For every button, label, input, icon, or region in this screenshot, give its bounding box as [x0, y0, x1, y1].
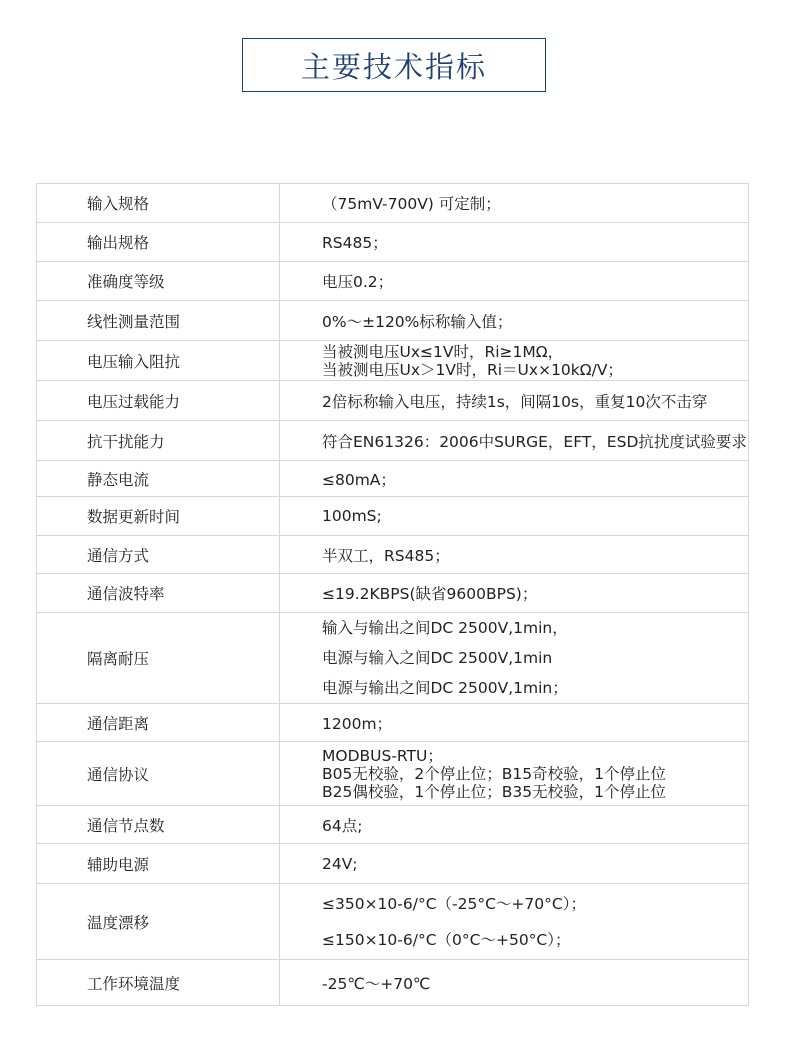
spec-label: 通信节点数 — [37, 806, 280, 844]
table-row — [37, 184, 749, 223]
spec-label: 电压过载能力 — [37, 381, 280, 421]
table-row — [37, 613, 749, 704]
spec-value: ≤350×10-6/°C（-25°C～+70°C）； ≤150×10-6/°C（0°C～+50°C）； — [280, 884, 749, 960]
spec-label: 隔离耐压 — [37, 613, 280, 704]
spec-value: 24V; — [280, 844, 749, 884]
spec-label: 通信协议 — [37, 742, 280, 806]
table-row — [37, 381, 749, 421]
spec-value: 半双工，RS485； — [280, 536, 749, 574]
spec-value: 64点; — [280, 806, 749, 844]
table-row — [37, 421, 749, 461]
table-row — [37, 262, 749, 301]
spec-label: 电压输入阻抗 — [37, 341, 280, 381]
spec-value: 电压0.2； — [280, 262, 749, 301]
spec-value: 100mS; — [280, 497, 749, 536]
spec-label: 通信距离 — [37, 704, 280, 742]
spec-value: 0%～±120%标称输入值； — [280, 301, 749, 341]
table-row — [37, 704, 749, 742]
spec-value: 符合EN61326：2006中SURGE，EFT，ESD抗扰度试验要求 — [280, 421, 749, 461]
table-row — [37, 341, 749, 381]
spec-value: 当被测电压Ux≤1V时，Ri≥1MΩ， 当被测电压Ux＞1V时，Ri＝Ux×10kΩ/V； — [280, 341, 749, 381]
table-row — [37, 574, 749, 613]
spec-value: RS485； — [280, 223, 749, 262]
spec-label: 输入规格 — [37, 184, 280, 223]
spec-label: 通信波特率 — [37, 574, 280, 613]
spec-label: 准确度等级 — [37, 262, 280, 301]
spec-value: 输入与输出之间DC 2500V,1min， 电源与输入之间DC 2500V,1min 电源与输出之间DC 2500V,1min； — [280, 613, 749, 704]
spec-value: ≤19.2KBPS(缺省9600BPS)； — [280, 574, 749, 613]
table-row — [37, 223, 749, 262]
spec-value: 1200m； — [280, 704, 749, 742]
spec-label: 通信方式 — [37, 536, 280, 574]
spec-label: 线性测量范围 — [37, 301, 280, 341]
spec-label: 辅助电源 — [37, 844, 280, 884]
spec-table — [36, 183, 749, 1006]
spec-label: 输出规格 — [37, 223, 280, 262]
table-row — [37, 844, 749, 884]
table-row — [37, 461, 749, 497]
table-row — [37, 960, 749, 1006]
table-row — [37, 536, 749, 574]
spec-label: 静态电流 — [37, 461, 280, 497]
page-title: 主要技术指标 — [300, 49, 487, 84]
spec-value: -25℃～+70℃ — [280, 960, 749, 1006]
spec-value: MODBUS-RTU； B05无校验，2个停止位；B15奇校验，1个停止位 B25偶校验，1个停止位；B35无校验，1个停止位 — [280, 742, 749, 806]
table-row — [37, 301, 749, 341]
table-row — [37, 884, 749, 960]
table-row — [37, 497, 749, 536]
spec-label: 温度漂移 — [37, 884, 280, 960]
spec-value: （75mV-700V) 可定制； — [280, 184, 749, 223]
spec-label: 工作环境温度 — [37, 960, 280, 1006]
spec-value: 2倍标称输入电压，持续1s，间隔10s，重复10次不击穿 — [280, 381, 749, 421]
table-row — [37, 806, 749, 844]
spec-label: 抗干扰能力 — [37, 421, 280, 461]
table-row — [37, 742, 749, 806]
section-title-box — [242, 38, 546, 92]
spec-value: ≤80mA； — [280, 461, 749, 497]
spec-label: 数据更新时间 — [37, 497, 280, 536]
